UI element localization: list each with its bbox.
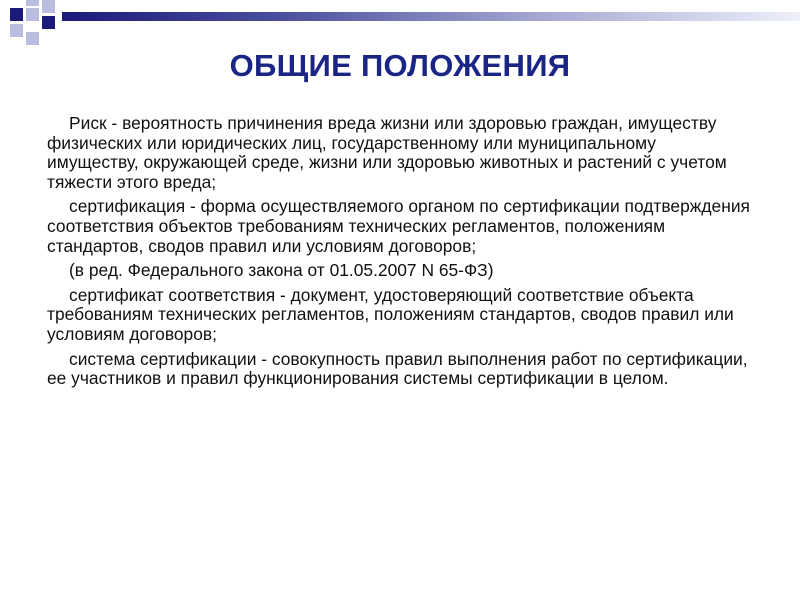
decor-square [26, 8, 39, 21]
decor-square [42, 16, 55, 29]
amendment-note: (в ред. Федерального закона от 01.05.2007 N 65-ФЗ) [69, 260, 494, 281]
decor-square [26, 0, 39, 6]
slide-body [47, 114, 752, 394]
definition-paragraph: сертификат соответствия - документ, удостоверяющий соответствие объекта требованиям технических регламентов, положениям стандартов, сводов правил или условиям договоров; [47, 284, 734, 344]
decor-square [10, 24, 23, 37]
slide-title: ОБЩИЕ ПОЛОЖЕНИЯ [229, 48, 571, 83]
decor-header-bar [62, 12, 800, 21]
definition-paragraph: система сертификации - совокупность правил выполнения работ по сертификации, ее участников и правил функционирования системы сертификации в целом. [47, 348, 748, 389]
decor-square [10, 8, 23, 21]
definition-paragraph: сертификация - форма осуществляемого органом по сертификации подтверждения соответствия объектов требованиям технических регламентов, положениям стандартов, сводов правил или условиям договоров; [47, 196, 750, 256]
definition-paragraph: Риск - вероятность причинения вреда жизни или здоровью граждан, имуществу физических или юридических лиц, государственному или муниципальному имуществу, окружающей среде, жизни или здоровью животных и растений с учетом тяжести этого вреда; [47, 113, 727, 192]
decor-square [42, 0, 55, 13]
decor-square [26, 32, 39, 45]
